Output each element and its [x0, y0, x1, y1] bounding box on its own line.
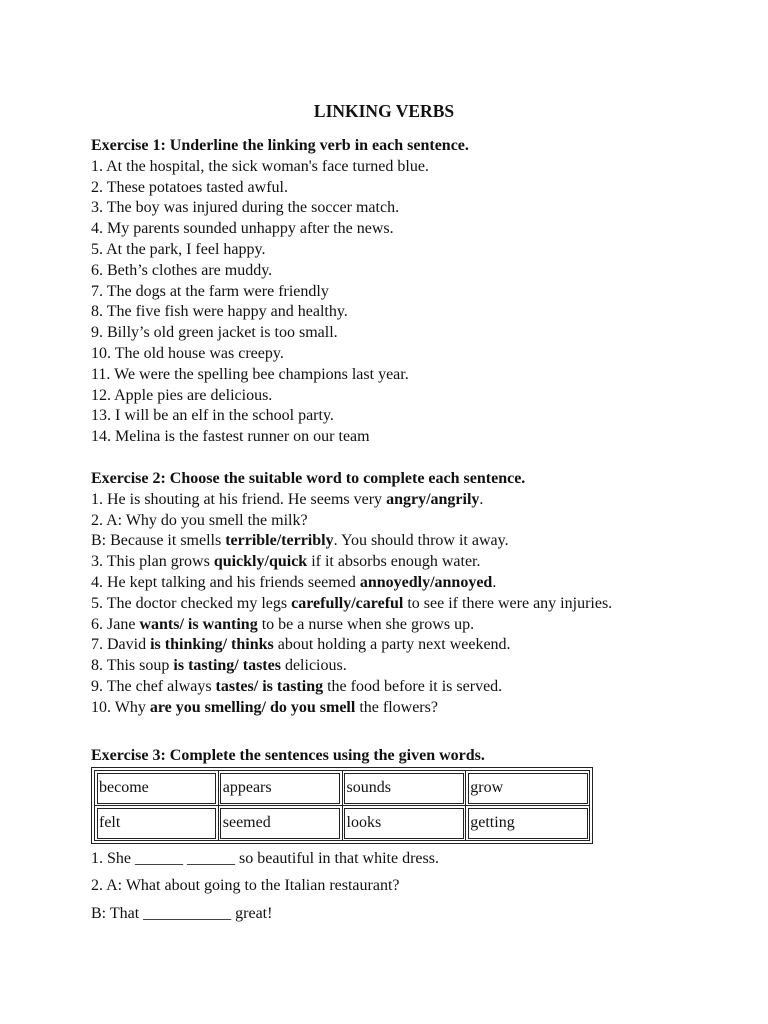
ex2-item — [91, 531, 731, 552]
ex1-item: 8. The five fish were happy and healthy. — [91, 303, 348, 321]
exercise-1 — [91, 136, 731, 448]
ex2-item — [91, 615, 731, 636]
ex3-item: 2. A: What about going to the Italian restaurant? — [91, 877, 400, 894]
ex2-item — [91, 677, 731, 698]
ex2-item — [91, 656, 731, 677]
ex2-item-text: 5. The doctor checked my legs — [91, 594, 292, 612]
exercise-2 — [91, 469, 731, 719]
ex1-item: 4. My parents sounded unhappy after the news. — [91, 220, 394, 238]
ex1-item: 2. These potatoes tasted awful. — [91, 178, 288, 196]
ex2-choice: tastes/ is tasting — [215, 677, 324, 695]
ex2-item — [91, 552, 731, 573]
ex2-item-text: delicious. — [280, 657, 347, 675]
ex1-item: 1. At the hospital, the sick woman's face turned blue. — [91, 157, 429, 175]
ex2-item-text: . — [492, 573, 497, 591]
word-cell: seemed — [218, 806, 342, 841]
ex1-item: 14. Melina is the fastest runner on our team — [91, 428, 370, 446]
page-title: LINKING VERBS — [313, 101, 455, 121]
ex2-item-text: to see if there were any injuries. — [403, 594, 613, 612]
exercise-1-heading: Exercise 1: Underline the linking verb in each sentence. — [91, 137, 469, 154]
ex1-item: 3. The boy was injured during the soccer match. — [91, 199, 400, 217]
ex3-item: B: That ___________ great! — [91, 905, 273, 922]
ex2-item-text: if it absorbs enough water. — [307, 553, 481, 571]
word-cell: sounds — [342, 771, 466, 806]
word-cell: felt — [95, 806, 219, 841]
ex1-item: 5. At the park, I feel happy. — [91, 240, 266, 258]
ex2-choice: angry/angrily — [386, 490, 480, 508]
ex2-choice: quickly/quick — [213, 553, 308, 571]
ex1-item: 12. Apple pies are delicious. — [91, 386, 273, 404]
ex2-choice: wants/ is wanting — [139, 615, 258, 633]
ex2-choice: terrible/terribly — [225, 532, 334, 550]
ex2-choice: is tasting/ tastes — [173, 657, 281, 675]
ex2-item — [91, 635, 731, 656]
ex2-item-text: 7. David — [91, 636, 151, 654]
ex2-item-text: the flowers? — [355, 698, 438, 716]
ex2-choice: annoyedly/annoyed — [359, 573, 493, 591]
ex3-item: 1. She ______ ______ so beautiful in that white dress. — [91, 850, 439, 867]
ex2-choice: is thinking/ thinks — [150, 636, 274, 654]
ex1-item: 9. Billy’s old green jacket is too small. — [91, 324, 338, 342]
word-bank-table — [91, 767, 593, 844]
table-row — [95, 771, 590, 806]
ex2-item-text: 1. He is shouting at his friend. He seems very — [91, 490, 387, 508]
ex2-item — [91, 698, 731, 719]
exercise-3 — [91, 746, 731, 767]
word-cell: become — [95, 771, 219, 806]
word-cell: looks — [342, 806, 466, 841]
ex2-item-text: . — [479, 490, 484, 508]
ex1-item: 7. The dogs at the farm were friendly — [91, 282, 329, 300]
table-row — [95, 806, 590, 841]
exercise-2-heading: Exercise 2: Choose the suitable word to complete each sentence. — [91, 470, 526, 487]
word-cell: grow — [466, 771, 590, 806]
ex2-item-text: 10. Why — [91, 698, 150, 716]
ex1-item: 10. The old house was creepy. — [91, 344, 284, 362]
ex2-item — [91, 573, 731, 594]
ex2-item-text: . You should throw it away. — [333, 532, 509, 550]
ex1-item: 13. I will be an elf in the school party. — [91, 407, 334, 425]
ex1-item: 11. We were the spelling bee champions last year. — [91, 365, 409, 383]
ex2-item-text: 6. Jane — [91, 615, 140, 633]
exercise-3-heading: Exercise 3: Complete the sentences using the given words. — [91, 747, 485, 764]
ex2-item-text: 3. This plan grows — [91, 553, 214, 571]
ex2-item-text: to be a nurse when she grows up. — [257, 615, 475, 633]
ex2-item-text: the food before it is served. — [323, 677, 503, 695]
ex2-item — [91, 511, 731, 532]
ex2-item-text: 2. A: Why do you smell the milk? — [91, 511, 308, 529]
ex2-item-text: B: Because it smells — [91, 532, 226, 550]
word-cell: getting — [466, 806, 590, 841]
word-cell: appears — [218, 771, 342, 806]
ex2-item — [91, 594, 731, 615]
ex2-choice: are you smelling/ do you smell — [149, 698, 356, 716]
ex2-item-text: 9. The chef always — [91, 677, 216, 695]
ex1-item: 6. Beth’s clothes are muddy. — [91, 261, 273, 279]
ex2-item-text: 4. He kept talking and his friends seemed — [91, 573, 360, 591]
ex2-choice: carefully/careful — [291, 594, 404, 612]
ex2-item-text: 8. This soup — [91, 657, 174, 675]
ex2-item — [91, 490, 731, 511]
ex2-item-text: about holding a party next weekend. — [273, 636, 511, 654]
